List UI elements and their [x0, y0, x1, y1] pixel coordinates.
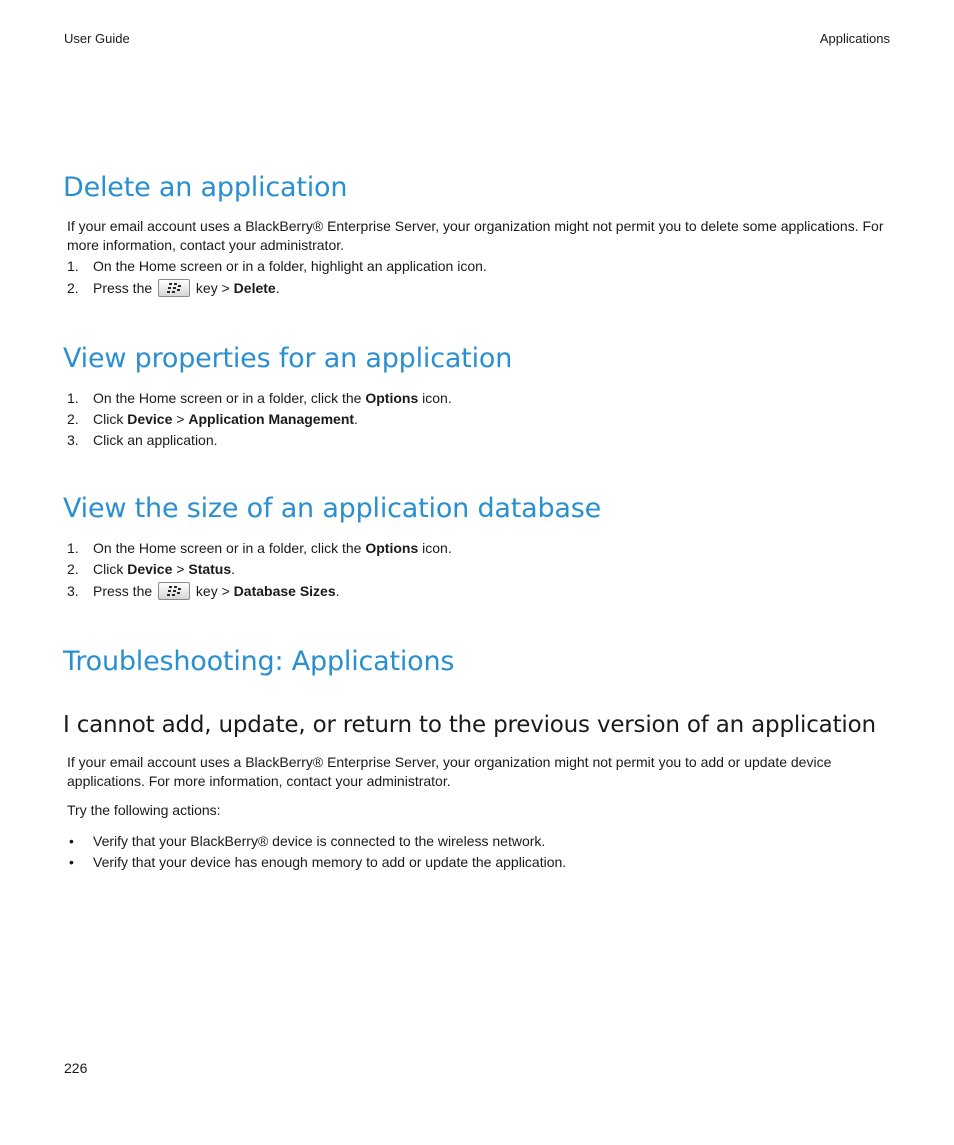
blackberry-menu-key-icon: [158, 279, 190, 297]
step-number: 2.: [67, 411, 79, 427]
step-punct: .: [335, 583, 340, 599]
step-text: key >: [195, 280, 230, 296]
options-label: Options: [365, 540, 419, 556]
bullet-text: Verify that your device has enough memory to add or update the application.: [93, 854, 567, 870]
step-text: Click: [93, 411, 124, 427]
running-header-title: User Guide: [64, 31, 130, 46]
heading-delete-application: Delete an application: [63, 172, 348, 203]
delete-step-1: [67, 257, 487, 276]
heading-view-database-size: View the size of an application database: [63, 493, 602, 524]
application-management-label: Application Management: [188, 411, 355, 427]
step-number: 1.: [67, 390, 79, 406]
device-label: Device: [127, 561, 173, 577]
step-separator: >: [176, 411, 185, 427]
heading-view-properties: View properties for an application: [63, 343, 513, 374]
blackberry-menu-key-icon: [158, 582, 190, 600]
bullet-icon: •: [69, 854, 74, 870]
step-text: Click an application.: [93, 432, 218, 448]
step-punct: .: [231, 561, 236, 577]
step-number: 3.: [67, 583, 79, 599]
try-following-actions: Try the following actions:: [67, 802, 221, 818]
step-text: Press the: [93, 280, 153, 296]
step-number: 1.: [67, 258, 79, 274]
delete-intro-paragraph: If your email account uses a BlackBerry® Enterprise Server, your organization might not permit you to delete some applications. For more information, contact your administrator.: [67, 218, 884, 253]
bullet-icon: •: [69, 833, 74, 849]
troubleshooting-intro-paragraph: If your email account uses a BlackBerry® Enterprise Server, your organization might not permit you to add or update device applications. For more information, contact your administrator.: [67, 754, 832, 789]
step-text: On the Home screen or in a folder, click the: [93, 540, 362, 556]
menu-item-database-sizes: Database Sizes: [233, 583, 336, 599]
step-text: icon.: [422, 540, 452, 556]
step-text: On the Home screen or in a folder, highlight an application icon.: [93, 258, 487, 274]
step-separator: >: [176, 561, 185, 577]
step-number: 2.: [67, 561, 79, 577]
running-header-section: Applications: [819, 31, 890, 46]
step-text: key >: [195, 583, 230, 599]
step-punct: .: [275, 280, 280, 296]
database-step-1: [67, 539, 452, 558]
bullet-item-connected: [67, 832, 545, 851]
step-text: On the Home screen or in a folder, click the: [93, 390, 362, 406]
heading-troubleshooting: Troubleshooting: Applications: [63, 646, 455, 677]
step-text: Press the: [93, 583, 153, 599]
step-number: 1.: [67, 540, 79, 556]
options-label: Options: [365, 390, 419, 406]
device-label: Device: [127, 411, 173, 427]
step-text: icon.: [422, 390, 452, 406]
database-step-3: [67, 582, 340, 601]
properties-step-3: [67, 431, 218, 450]
step-number: 2.: [67, 280, 79, 296]
status-label: Status: [188, 561, 232, 577]
bullet-text: Verify that your BlackBerry® device is connected to the wireless network.: [93, 833, 546, 849]
properties-step-1: [67, 389, 452, 408]
database-step-2: [67, 560, 235, 579]
step-punct: .: [354, 411, 358, 427]
step-text: Click: [93, 561, 124, 577]
step-number: 3.: [67, 432, 79, 448]
subheading-cannot-add-update: I cannot add, update, or return to the previous version of an application: [63, 712, 876, 738]
delete-step-2: [67, 279, 280, 298]
bullet-item-memory: [67, 853, 566, 872]
page-number: 226: [64, 1060, 88, 1076]
menu-item-delete: Delete: [233, 280, 276, 296]
properties-step-2: [67, 410, 358, 429]
